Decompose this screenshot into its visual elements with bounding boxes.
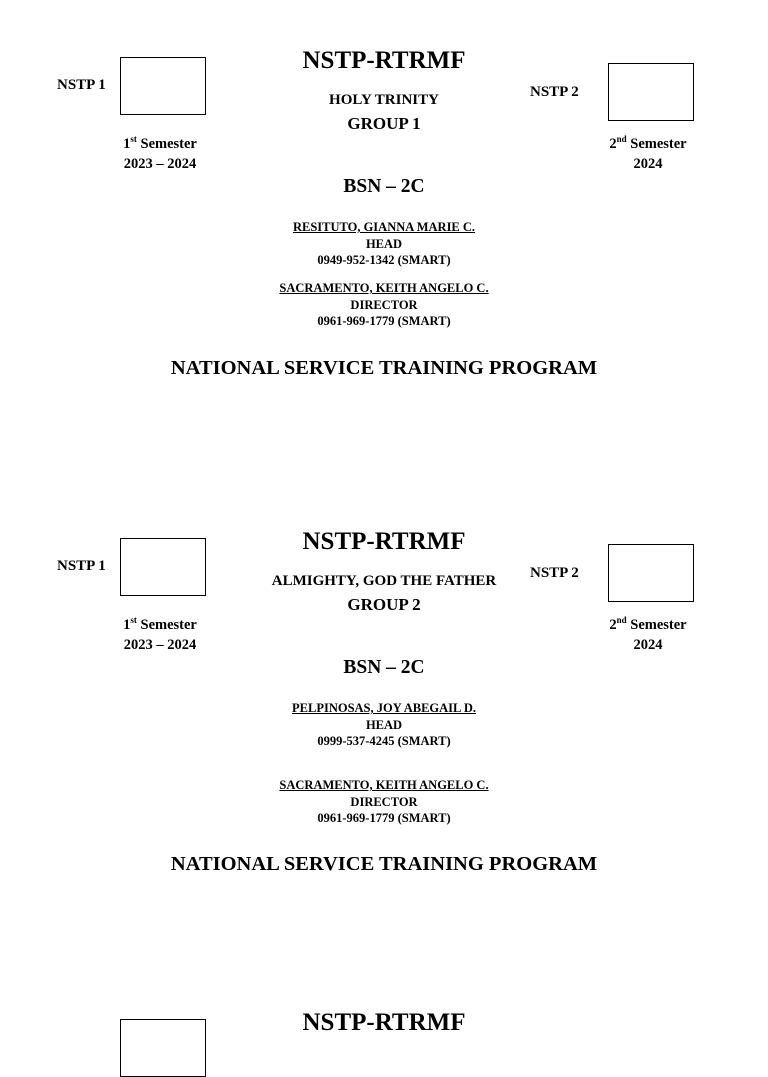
director-name: SACRAMENTO, KEITH ANGELO C. [279, 281, 489, 295]
director-name: SACRAMENTO, KEITH ANGELO C. [279, 778, 489, 792]
director-role: DIRECTOR [350, 297, 418, 312]
sem2-info [598, 615, 698, 655]
director-block [0, 777, 768, 827]
sem1-year: 2023 – 2024 [123, 637, 197, 653]
group-number: GROUP 1 [347, 114, 421, 133]
sem1-num: 1 [123, 617, 131, 633]
director-role: DIRECTOR [350, 794, 418, 809]
head-phone: 0949-952-1342 (SMART) [317, 253, 451, 267]
nstp1-label: NSTP 1 [57, 77, 106, 93]
head-block [0, 219, 768, 269]
nstp1-label: NSTP 1 [57, 558, 106, 574]
sem2-num: 2 [609, 617, 617, 633]
sem1-info [110, 134, 210, 174]
card-title: NSTP-RTRMF [302, 528, 466, 555]
head-name: PELPINOSAS, JOY ABEGAIL D. [292, 701, 476, 715]
sem2-info [598, 134, 698, 174]
group-name: HOLY TRINITY [329, 92, 439, 108]
sem1-info [110, 615, 210, 655]
head-role: HEAD [365, 236, 403, 251]
head-block [0, 700, 768, 750]
head-role: HEAD [365, 717, 403, 732]
head-phone: 0999-537-4245 (SMART) [317, 734, 451, 748]
sem1-sup: st [130, 134, 137, 145]
sem1-word: Semester [140, 617, 197, 633]
director-phone: 0961-969-1779 (SMART) [317, 314, 451, 328]
nstp2-stamp-box [608, 63, 694, 121]
section-label: BSN – 2C [343, 657, 425, 678]
program-footer: NATIONAL SERVICE TRAINING PROGRAM [170, 357, 598, 379]
sem2-year: 2024 [633, 156, 663, 172]
sem1-year: 2023 – 2024 [123, 156, 197, 172]
sem1-num: 1 [123, 136, 131, 152]
director-block [0, 280, 768, 330]
sem1-sup: st [130, 615, 137, 626]
head-name: RESITUTO, GIANNA MARIE C. [292, 220, 476, 234]
nstp2-label: NSTP 2 [530, 84, 579, 100]
sem2-year: 2024 [633, 637, 663, 653]
sem1-word: Semester [140, 136, 197, 152]
card-title: NSTP-RTRMF [302, 1009, 466, 1036]
sem2-sup: nd [616, 134, 627, 145]
group-number: GROUP 2 [347, 595, 421, 614]
program-footer: NATIONAL SERVICE TRAINING PROGRAM [170, 853, 598, 875]
sem2-word: Semester [630, 136, 687, 152]
nstp2-stamp-box [608, 544, 694, 602]
sem2-word: Semester [630, 617, 687, 633]
group-name: ALMIGHTY, GOD THE FATHER [271, 573, 497, 589]
card-title: NSTP-RTRMF [302, 47, 466, 74]
nstp2-label: NSTP 2 [530, 565, 579, 581]
sem2-num: 2 [609, 136, 617, 152]
section-label: BSN – 2C [343, 176, 425, 197]
director-phone: 0961-969-1779 (SMART) [317, 811, 451, 825]
sem2-sup: nd [616, 615, 627, 626]
